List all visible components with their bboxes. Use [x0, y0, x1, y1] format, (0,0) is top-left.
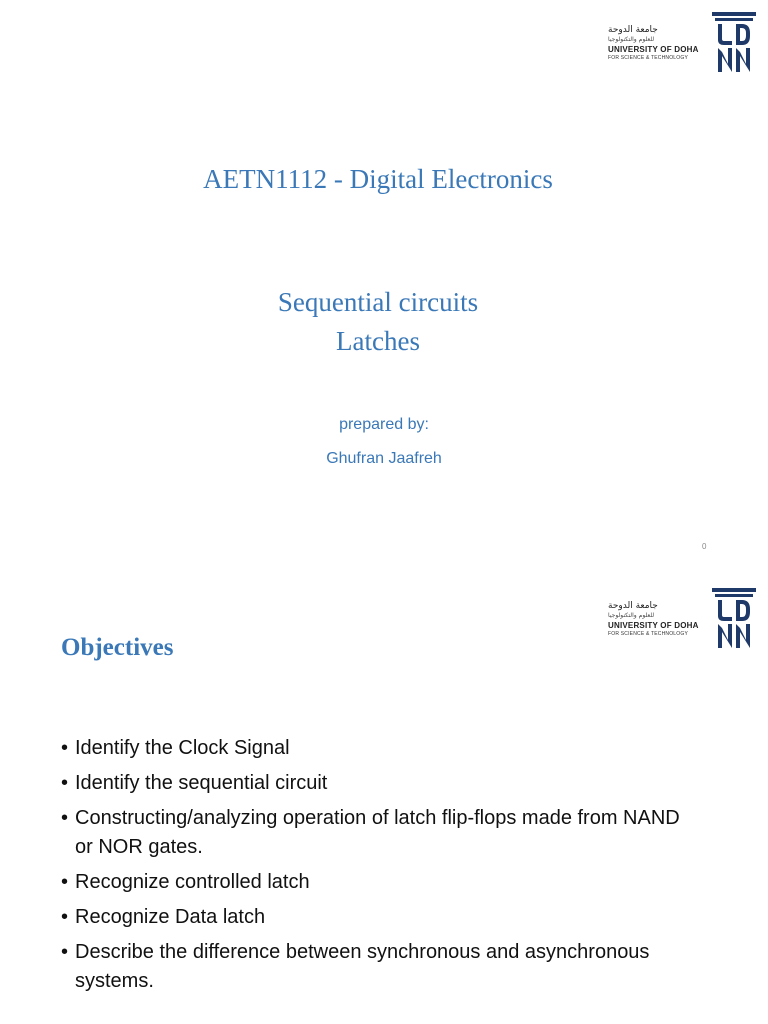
list-item-text: Recognize controlled latch: [75, 871, 310, 893]
list-item: [61, 804, 701, 862]
list-item-text: Constructing/analyzing operation of latch flip-flops made from NAND or NOR gates.: [75, 807, 680, 858]
logo-english-sub: FOR SCIENCE & TECHNOLOGY: [608, 54, 688, 61]
bullet-icon: •: [61, 906, 69, 928]
list-item: [61, 868, 701, 897]
bullet-icon: •: [61, 941, 69, 963]
bullet-icon: •: [61, 772, 69, 794]
course-title: AETN1112 - Digital Electronics: [203, 164, 553, 194]
list-item-text: Identify the Clock Signal: [75, 737, 290, 759]
logo-arabic-name: جامعة الدوحة: [608, 600, 658, 611]
logo-text: [608, 25, 704, 62]
logo-english-sub: FOR SCIENCE & TECHNOLOGY: [608, 630, 688, 637]
bullet-icon: •: [61, 871, 69, 893]
list-item-text: Describe the difference between synchronous and asynchronous systems.: [75, 941, 650, 992]
list-item-text: Recognize Data latch: [75, 906, 266, 928]
university-logo: [608, 588, 756, 650]
list-item: [61, 769, 701, 798]
logo-arabic-sub: للعلوم والتكنولوجيا: [608, 611, 655, 619]
objectives-slide: [0, 576, 768, 1024]
prepared-by-label: prepared by:: [339, 416, 429, 433]
list-item: [61, 734, 701, 763]
logo-arabic-sub: للعلوم والتكنولوجيا: [608, 35, 655, 43]
list-item: [61, 903, 701, 932]
logo-text: [608, 601, 704, 638]
bullet-icon: •: [61, 807, 69, 829]
logo-arabic-name: جامعة الدوحة: [608, 24, 658, 35]
logo-english-name: UNIVERSITY OF DOHA: [608, 44, 699, 54]
list-item: [61, 938, 701, 996]
university-logo: [608, 12, 756, 74]
objectives-list: [61, 734, 701, 1002]
slide-number: 0: [702, 542, 707, 551]
bullet-icon: •: [61, 737, 69, 759]
topic-line-1: Sequential circuits: [277, 287, 479, 317]
udst-mark-icon: [712, 12, 756, 74]
logo-english-name: UNIVERSITY OF DOHA: [608, 620, 699, 630]
objectives-heading: Objectives: [61, 634, 174, 661]
topic-line-2: Latches: [336, 326, 420, 356]
list-item-text: Identify the sequential circuit: [75, 772, 328, 794]
udst-mark-icon: [712, 588, 756, 650]
author-name: Ghufran Jaafreh: [326, 450, 442, 467]
